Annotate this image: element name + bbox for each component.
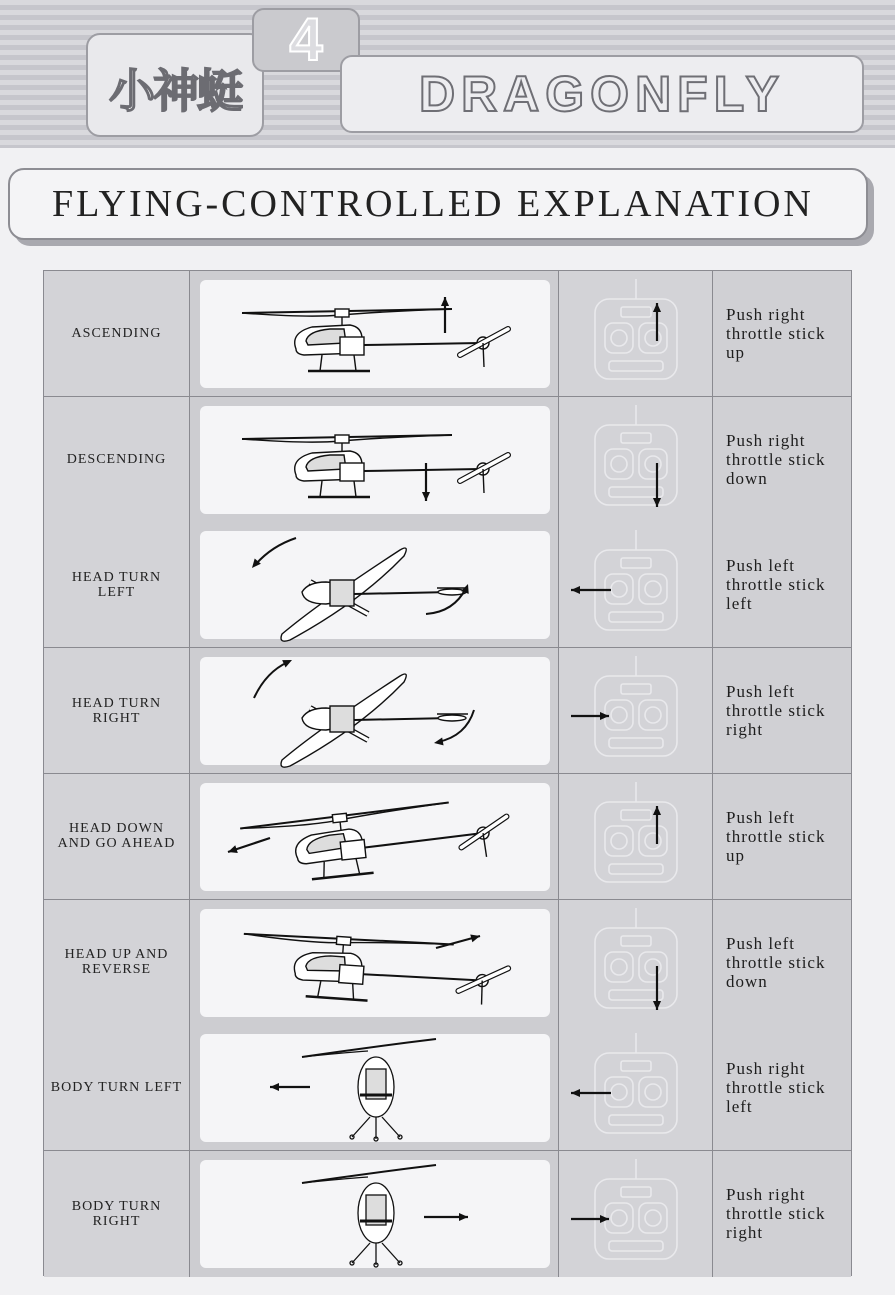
transmitter-cell: [559, 1151, 713, 1277]
transmitter-drawing: [559, 271, 713, 397]
helicopter-top-icon: [281, 548, 468, 641]
direction-arrow-icon: [422, 463, 430, 501]
direction-arrow-icon: [228, 838, 270, 853]
helicopter-drawing: [190, 900, 559, 1026]
direction-arrow-icon: [424, 1213, 468, 1221]
helicopter-front-icon: [302, 1039, 436, 1141]
helicopter-side-icon: [240, 796, 511, 885]
maneuver-label: HEAD UP AND REVERSE: [44, 900, 190, 1025]
transmitter-drawing: [559, 648, 713, 774]
direction-arrow-icon: [653, 463, 661, 507]
instruction-text: Push left throttle stick right: [713, 648, 851, 773]
maneuver-label: BODY TURN RIGHT: [44, 1151, 190, 1277]
transmitter-cell: [559, 900, 713, 1025]
helicopter-illustration-cell: [190, 397, 559, 522]
transmitter-drawing: [559, 1151, 713, 1277]
direction-arrow-icon: [436, 934, 480, 948]
manual-number: 4: [289, 6, 323, 73]
brand-name: DRAGONFLY: [418, 66, 786, 122]
direction-arrow-icon: [653, 966, 661, 1010]
brand-banner: [340, 55, 864, 133]
direction-arrow-icon: [441, 297, 449, 333]
maneuver-label: ASCENDING: [44, 271, 190, 396]
transmitter-icon: [595, 782, 677, 882]
transmitter-drawing: [559, 774, 713, 900]
title-bar: [8, 168, 868, 240]
transmitter-cell: [559, 522, 713, 647]
table-row: [44, 271, 851, 397]
transmitter-icon: [595, 279, 677, 379]
instruction-text: Push left throttle stick up: [713, 774, 851, 899]
helicopter-illustration-cell: [190, 1151, 559, 1277]
transmitter-drawing: [559, 1025, 713, 1151]
transmitter-drawing: [559, 397, 713, 523]
instruction-text: Push left throttle stick down: [713, 900, 851, 1025]
helicopter-front-icon: [302, 1165, 436, 1267]
transmitter-icon: [595, 656, 677, 756]
helicopter-drawing: [190, 774, 559, 900]
instruction-text: Push left throttle stick left: [713, 522, 851, 647]
table-row: [44, 648, 851, 774]
table-row: [44, 522, 851, 648]
helicopter-illustration-cell: [190, 522, 559, 647]
helicopter-illustration-cell: [190, 774, 559, 899]
instruction-text: Push right throttle stick left: [713, 1025, 851, 1150]
helicopter-drawing: [190, 648, 559, 774]
transmitter-icon: [595, 530, 677, 630]
helicopter-drawing: [190, 397, 559, 523]
transmitter-cell: [559, 648, 713, 773]
transmitter-drawing: [559, 900, 713, 1026]
logo-text: 小神蜓: [109, 64, 241, 118]
helicopter-drawing: [190, 522, 559, 648]
instruction-text: Push right throttle stick up: [713, 271, 851, 396]
direction-arrow-icon: [270, 1083, 310, 1091]
transmitter-cell: [559, 1025, 713, 1150]
helicopter-illustration-cell: [190, 271, 559, 396]
transmitter-icon: [595, 1033, 677, 1133]
table-row: [44, 774, 851, 900]
helicopter-illustration-cell: [190, 1025, 559, 1150]
maneuver-label: DESCENDING: [44, 397, 190, 522]
transmitter-icon: [595, 405, 677, 505]
helicopter-top-icon: [281, 674, 468, 767]
helicopter-illustration-cell: [190, 900, 559, 1025]
helicopter-side-icon: [242, 435, 508, 497]
table-row: [44, 1151, 851, 1277]
controls-table: [43, 270, 852, 1276]
maneuver-label: HEAD TURN LEFT: [44, 522, 190, 647]
transmitter-cell: [559, 271, 713, 396]
direction-arrow-icon: [571, 712, 609, 720]
maneuver-label: HEAD DOWN AND GO AHEAD: [44, 774, 190, 899]
table-row: [44, 397, 851, 523]
maneuver-label: BODY TURN LEFT: [44, 1025, 190, 1150]
transmitter-icon: [595, 908, 677, 1008]
helicopter-illustration-cell: [190, 648, 559, 773]
instruction-text: Push right throttle stick right: [713, 1151, 851, 1277]
table-row: [44, 1025, 851, 1151]
transmitter-icon: [595, 1159, 677, 1259]
page-title: FLYING-CONTROLLED EXPLANATION: [52, 183, 814, 225]
maneuver-label: HEAD TURN RIGHT: [44, 648, 190, 773]
helicopter-drawing: [190, 1025, 559, 1151]
rotation-arrow-icon: [252, 538, 296, 568]
helicopter-side-icon: [242, 309, 508, 371]
rotation-arrow-icon: [254, 660, 292, 698]
instruction-text: Push right throttle stick down: [713, 397, 851, 522]
logo-badge: [86, 33, 264, 137]
transmitter-cell: [559, 774, 713, 899]
direction-arrow-icon: [571, 1215, 609, 1223]
transmitter-cell: [559, 397, 713, 522]
helicopter-drawing: [190, 271, 559, 397]
transmitter-drawing: [559, 522, 713, 648]
helicopter-drawing: [190, 1151, 559, 1277]
table-row: [44, 900, 851, 1026]
helicopter-side-icon: [240, 929, 510, 1009]
